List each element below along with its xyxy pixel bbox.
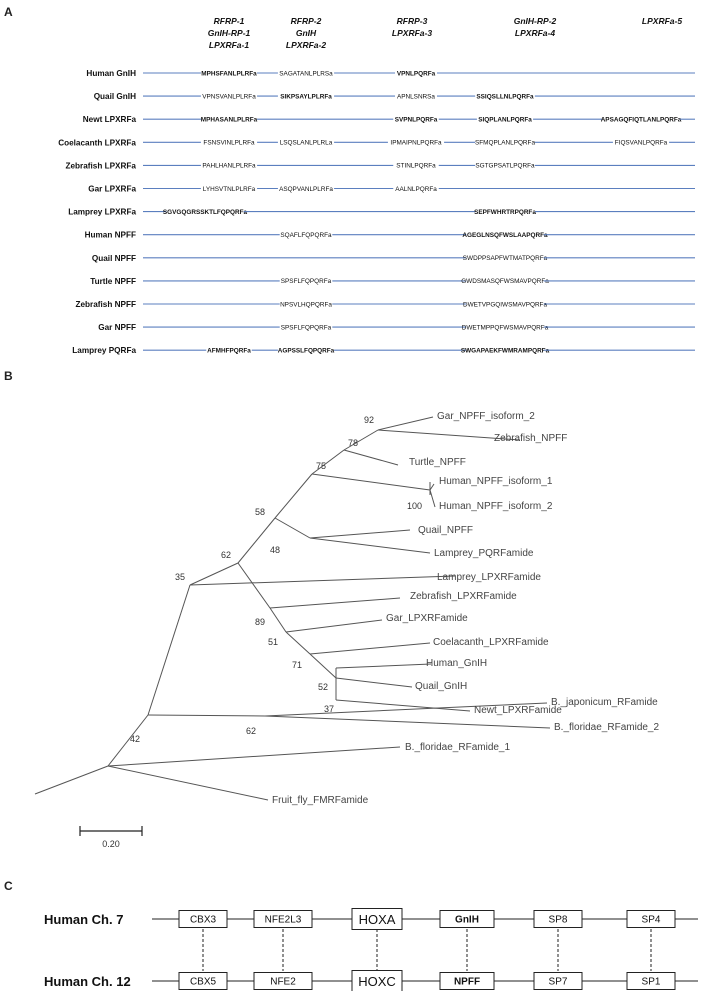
header-line: RFRP-3 xyxy=(396,16,428,26)
bootstrap-value: 52 xyxy=(318,682,329,692)
branch xyxy=(148,715,265,716)
branch xyxy=(190,563,238,585)
tree-leaf-label: Fruit_fly_FMRFamide xyxy=(272,795,369,806)
peptide-sequence: SPSFLFQPQRFa xyxy=(280,278,332,286)
bootstrap-value: 48 xyxy=(270,545,281,555)
scale-bar xyxy=(80,826,142,849)
bootstrap-value: 71 xyxy=(292,660,303,670)
gene-label: SP7 xyxy=(548,976,568,988)
row-species-name: Lamprey LPXRFa xyxy=(68,207,136,217)
peptide-sequence: AFMHFPQRFa xyxy=(207,347,251,355)
branch xyxy=(190,576,455,585)
bootstrap-value: 35 xyxy=(175,572,186,582)
row-species-name: Lamprey PQRFa xyxy=(72,346,136,356)
branch xyxy=(344,450,398,465)
tree-leaf-label: B._floridae_RFamide_2 xyxy=(554,722,660,733)
peptide-sequence: DWETMPPQFWSMAVPQRFa xyxy=(461,324,549,332)
branch xyxy=(378,417,433,430)
tree-leaf-label: Human_GnIH xyxy=(426,658,488,669)
bootstrap-value: 92 xyxy=(364,415,375,425)
header-line: LPXRFa-4 xyxy=(514,28,556,38)
header-line: LPXRFa-1 xyxy=(208,40,250,50)
row-species-name: Zebrafish NPFF xyxy=(75,300,136,309)
row-species-name: Zebrafish LPXRFa xyxy=(65,161,136,171)
gene-label: NPFF xyxy=(453,976,481,988)
peptide-sequence: VPNLPQRFa xyxy=(396,70,436,78)
header-line: GnIH xyxy=(295,28,317,38)
peptide-headers xyxy=(208,16,683,50)
tree-leaf-label: B._japonicum_RFamide xyxy=(551,697,658,708)
header-line: GnIH-RP-2 xyxy=(513,16,557,26)
branch xyxy=(265,716,550,728)
branch xyxy=(270,598,400,608)
peptide-sequence: FIQSVANLPQRFa xyxy=(614,139,668,147)
scale-bar-label: 0.20 xyxy=(102,839,120,849)
chromosome xyxy=(44,971,698,991)
header-line: GnIH-RP-1 xyxy=(207,28,251,38)
branch xyxy=(310,654,336,678)
branch xyxy=(430,490,435,507)
peptide-sequence: MPHASANLPLRFa xyxy=(200,116,258,124)
peptide-sequence: SQAFLFQPQRFa xyxy=(280,232,332,239)
chromosome xyxy=(44,909,698,930)
panel-c xyxy=(4,879,698,991)
panel-b-label: B xyxy=(4,369,13,383)
tree-leaf-label: Turtle_NPFF xyxy=(409,457,466,468)
panel-c-label: C xyxy=(4,879,13,893)
peptide-sequence: SIQPLANLPQRFa xyxy=(478,116,532,124)
row-species-name: Quail NPFF xyxy=(91,253,136,263)
sequence-row xyxy=(65,161,695,170)
synteny-map xyxy=(44,909,698,991)
sequence-row xyxy=(58,138,695,147)
panel-a-label: A xyxy=(4,5,13,19)
peptide-sequence: APNLSNRSa xyxy=(396,93,436,101)
sequence-row xyxy=(94,92,695,101)
peptide-sequence: IPMAIPNLPQRFa xyxy=(390,139,442,147)
peptide-sequence: SSIQSLLNLPQRFa xyxy=(476,93,534,101)
peptide-sequence: AGEGLNSQFWSLAAPQRFa xyxy=(462,232,548,239)
bootstrap-value: 89 xyxy=(255,617,266,627)
peptide-sequence: ASQPVANLPLRFa xyxy=(279,185,333,193)
peptide-sequence: STINLPQRFa xyxy=(396,162,436,170)
gene-label: SP4 xyxy=(641,914,661,926)
bootstrap-value: 62 xyxy=(246,726,257,736)
bootstrap-value: 75 xyxy=(316,461,327,471)
peptide-alignment xyxy=(58,69,695,355)
sequence-row xyxy=(88,185,695,194)
branch xyxy=(310,538,430,553)
row-species-name: Newt LPXRFa xyxy=(82,115,136,125)
branch xyxy=(108,715,148,766)
branch xyxy=(286,620,382,632)
branch xyxy=(108,747,400,766)
bootstrap-value: 58 xyxy=(255,507,266,517)
branch xyxy=(238,518,275,563)
peptide-sequence: SFMQPLANLPQRFa xyxy=(474,139,536,147)
sequence-row xyxy=(72,346,695,355)
peptide-sequence: PAHLHANLPLRFa xyxy=(202,162,256,170)
sequence-row xyxy=(98,323,695,332)
gene-label: HOXA xyxy=(358,912,396,927)
sequence-row xyxy=(85,231,695,240)
tree-leaf-label: Human_NPFF_isoform_2 xyxy=(439,501,553,512)
tree-leaf-label: Coelacanth_LPXRFamide xyxy=(433,637,549,648)
row-species-name: Gar NPFF xyxy=(98,323,136,333)
branch xyxy=(310,643,430,654)
bootstrap-value: 100 xyxy=(407,501,423,511)
tree-leaf-label: Gar_NPFF_isoform_2 xyxy=(437,411,535,422)
peptide-sequence: DWETVPGQIWSMAVPQRFa xyxy=(462,301,548,309)
peptide-sequence: SWDPPSAPFWTMATPQRFa xyxy=(462,255,548,263)
gene-label: GnIH xyxy=(455,914,479,926)
peptide-sequence: SGTGPSATLPQRFa xyxy=(475,162,535,170)
bootstrap-value: 37 xyxy=(324,704,335,714)
peptide-sequence: SVPNLPQRFa xyxy=(394,116,438,124)
gene-label: SP1 xyxy=(641,976,661,988)
tree-leaf-label: Quail_GnIH xyxy=(415,681,468,692)
bootstrap-value: 51 xyxy=(268,637,279,647)
header-line: LPXRFa-5 xyxy=(641,16,683,26)
bootstrap-value: 62 xyxy=(221,550,232,560)
branch xyxy=(275,474,312,518)
peptide-sequence: MPHSFANLPLRFa xyxy=(201,70,257,78)
sequence-row xyxy=(75,300,695,309)
branch xyxy=(336,678,412,687)
row-species-name: Turtle NPFF xyxy=(90,276,136,286)
peptide-sequence: AALNLPQRFa xyxy=(395,185,437,193)
peptide-sequence: SWGAPAEKFWMRAMPQRFa xyxy=(460,347,550,355)
branch xyxy=(336,664,431,668)
panel-a xyxy=(4,5,695,355)
branch xyxy=(286,632,310,654)
sequence-row xyxy=(90,277,695,286)
peptide-sequence: SEPFWHRTRPQRFa xyxy=(474,208,536,216)
chromosome-name: Human Ch. 7 xyxy=(44,912,124,927)
gene-label: CBX5 xyxy=(189,976,217,988)
tree-leaf-label: Lamprey_PQRFamide xyxy=(434,548,534,559)
gene-label: CBX3 xyxy=(189,914,217,926)
chromosome-name: Human Ch. 12 xyxy=(44,974,131,989)
bootstrap-value: 78 xyxy=(348,438,359,448)
tree-leaf-label: Quail_NPFF xyxy=(418,525,474,536)
tree-leaf-label: Human_NPFF_isoform_1 xyxy=(439,476,553,487)
tree-leaf-labels xyxy=(272,411,659,806)
row-species-name: Human NPFF xyxy=(84,230,136,240)
header-line: RFRP-2 xyxy=(290,16,322,26)
peptide-sequence: SPSFLFQPQRFa xyxy=(280,324,332,332)
branch xyxy=(275,518,310,538)
tree-leaf-label: B._floridae_RFamide_1 xyxy=(405,742,511,753)
row-species-name: Human GnIH xyxy=(86,69,136,78)
peptide-sequence: LYHSVTNLPLRFa xyxy=(202,185,256,193)
peptide-sequence: APSAGQFIQTLANLPQRFa xyxy=(600,116,682,124)
header-line: RFRP-1 xyxy=(213,16,245,26)
bootstrap-values xyxy=(130,415,422,744)
row-species-name: Coelacanth LPXRFa xyxy=(58,138,136,148)
sequence-row xyxy=(83,115,695,124)
branch xyxy=(148,585,190,715)
branch xyxy=(312,474,430,490)
peptide-sequence: SGVGQGRSSKTLFQPQRFa xyxy=(162,208,248,216)
peptide-sequence: FSNSVINLPLRFa xyxy=(203,139,255,147)
tree-leaf-label: Gar_LPXRFamide xyxy=(386,613,468,624)
branch xyxy=(238,563,270,608)
tree-leaf-label: Lamprey_LPXRFamide xyxy=(437,572,541,583)
peptide-sequence: LSQSLANLPLRLa xyxy=(279,139,333,147)
sequence-row xyxy=(68,208,695,217)
gene-label: HOXC xyxy=(358,974,396,989)
gene-label: NFE2 xyxy=(270,976,296,988)
bootstrap-value: 42 xyxy=(130,734,141,744)
branch xyxy=(430,484,434,490)
branch xyxy=(35,766,108,794)
peptide-sequence: GWDSMASQFWSMAVPQRFa xyxy=(461,278,549,286)
peptide-sequence: AGPSSLFQPQRFa xyxy=(277,347,335,355)
peptide-sequence: SIKPSAYLPLRFa xyxy=(280,93,332,101)
peptide-sequence: SAGATANLPLRSa xyxy=(279,70,333,78)
tree-leaf-label: Zebrafish_NPFF xyxy=(494,433,568,444)
tree-leaf-label: Newt_LPXRFamide xyxy=(474,705,562,716)
sequence-row xyxy=(92,254,695,263)
row-species-name: Gar LPXRFa xyxy=(88,184,136,194)
row-species-name: Quail GnIH xyxy=(93,92,136,102)
peptide-sequence: VPNSVANLPLRFa xyxy=(202,93,256,101)
header-line: LPXRFa-3 xyxy=(391,28,433,38)
panel-b xyxy=(4,369,659,849)
header-line: LPXRFa-2 xyxy=(285,40,327,50)
tree-leaf-label: Zebrafish_LPXRFamide xyxy=(410,591,517,602)
branch xyxy=(270,608,286,632)
branch xyxy=(310,530,410,538)
gene-label: NFE2L3 xyxy=(264,914,302,926)
gene-label: SP8 xyxy=(548,914,568,926)
sequence-row xyxy=(86,69,695,78)
peptide-sequence: NPSVLHQPQRFa xyxy=(280,301,332,309)
branch xyxy=(108,766,268,800)
